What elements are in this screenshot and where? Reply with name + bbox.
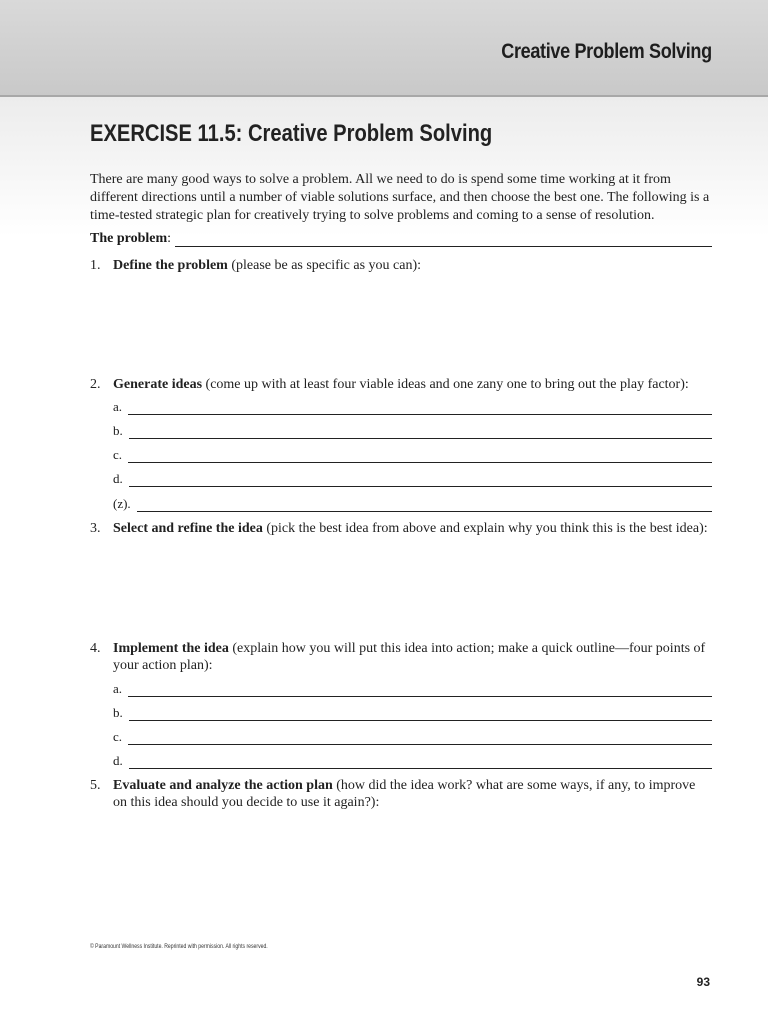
step-instructions: (how did the idea work? what are some ways, if any, to improve on this idea should you decide to use it again?): [113,778,696,810]
blank-letter: d. [113,753,123,768]
blank-letter: d. [113,471,123,486]
blank-line[interactable] [137,499,712,512]
problem-colon: : [167,231,172,246]
problem-blank-line[interactable] [175,234,712,247]
step-2 [90,376,712,393]
problem-field[interactable] [90,229,712,247]
step-instructions: (explain how you will put this idea into action; make a quick outline—four points of your action plan): [113,641,706,673]
plan-c-field[interactable] [113,727,712,745]
exercise-title: EXERCISE 11.5: Creative Problem Solving [90,120,493,147]
step-instructions: (please be as specific as you can): [227,258,422,273]
idea-c-field[interactable] [113,445,712,463]
step-number: 2. [90,377,101,392]
blank-letter: c. [113,729,123,744]
blank-letter: a. [113,399,123,414]
plan-a-field[interactable] [113,679,712,697]
blank-line[interactable] [129,426,712,439]
blank-line[interactable] [129,708,712,721]
step-text [113,777,712,811]
plan-b-field[interactable] [113,703,712,721]
step-heading: Define the problem [113,258,228,273]
step-number: 1. [90,258,101,273]
step-instructions: (pick the best idea from above and explain why you think this is the best idea): [262,521,708,536]
step-text [113,640,712,674]
blank-letter: b. [113,705,123,720]
blank-letter: c. [113,447,123,462]
step-text [113,376,712,393]
step-5 [90,777,712,811]
intro-paragraph: There are many good ways to solve a problem. All we need to do is spend some time working at it from different directions until a number of viable solutions surface, and then choose the best one. The following is a time-tested strategic plan for creatively trying to solve problems and coming to a sense of resolution. [90,172,710,223]
step-number: 4. [90,641,101,656]
step-heading: Evaluate and analyze the action plan [113,778,333,793]
step-number: 5. [90,778,101,793]
step-text [113,257,712,274]
blank-line[interactable] [128,402,712,415]
idea-d-field[interactable] [113,469,712,487]
step-instructions: (come up with at least four viable ideas and one zany one to bring out the play factor): [202,377,689,392]
page-number: 93 [696,975,710,989]
blank-line[interactable] [128,732,712,745]
blank-letter: b. [113,423,123,438]
blank-line[interactable] [129,756,712,769]
step-1 [90,257,712,274]
blank-line[interactable] [128,684,712,697]
idea-z-field[interactable] [113,494,712,512]
plan-d-field[interactable] [113,751,712,769]
blank-letter: a. [113,681,123,696]
idea-a-field[interactable] [113,397,712,415]
step-4 [90,640,712,674]
blank-line[interactable] [128,450,712,463]
running-header-title: Creative Problem Solving [501,40,712,63]
step-3 [90,520,712,537]
step-heading: Implement the idea [113,641,229,656]
step-number: 3. [90,521,101,536]
problem-label: The problem [90,231,168,246]
idea-b-field[interactable] [113,421,712,439]
copyright-notice: © Paramount Wellness Institute. Reprinted with permission. All rights reserved. [90,944,268,950]
blank-letter: (z). [113,496,131,511]
blank-line[interactable] [129,474,712,487]
step-heading: Generate ideas [113,377,203,392]
step-heading: Select and refine the idea [113,521,263,536]
step-text [113,520,712,537]
